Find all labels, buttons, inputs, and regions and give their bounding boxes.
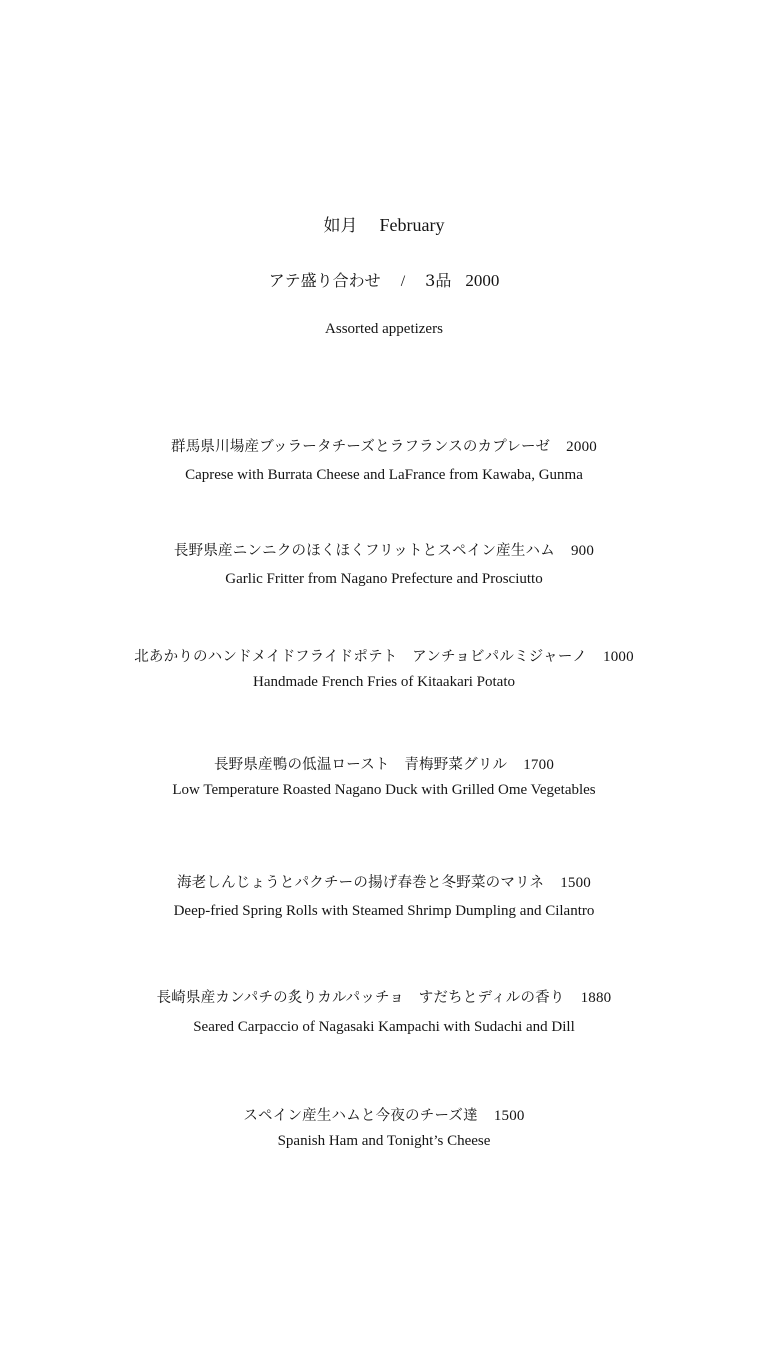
menu-item-name-en: Spanish Ham and Tonight’s Cheese bbox=[277, 1133, 491, 1149]
menu-item-name-en: Garlic Fritter from Nagano Prefecture and Prosciutto bbox=[225, 571, 543, 587]
item-price: 1000 bbox=[603, 649, 634, 665]
item-price: 1500 bbox=[493, 1108, 525, 1124]
menu-item-name-en: Handmade French Fries of Kitaakari Potato bbox=[252, 674, 515, 690]
item-price: 1880 bbox=[580, 990, 612, 1006]
item-price: 2000 bbox=[566, 439, 597, 455]
appetizer-set-separator: / bbox=[400, 273, 406, 290]
item-name-jp: 北あかりのハンドメイドフライドポテト アンチョビパルミジャーノ bbox=[134, 649, 587, 665]
item-name-jp: 長野県産ニンニクのほくほくフリットとスペイン産生ハム bbox=[173, 543, 555, 559]
menu-item-name-jp bbox=[0, 758, 768, 773]
menu-item-name-jp bbox=[0, 991, 768, 1006]
item-price: 1500 bbox=[560, 875, 592, 891]
menu-item-name-jp bbox=[0, 1109, 768, 1124]
appetizer-set-price: 2000 bbox=[465, 271, 500, 290]
item-name-jp: 群馬県川場産ブッラータチーズとラフランスのカプレーゼ bbox=[171, 439, 551, 455]
month-jp: 如月 bbox=[323, 216, 358, 236]
item-name-jp: 長野県産鴨の低温ロースト 青梅野菜グリル bbox=[213, 757, 508, 773]
menu-item-name-jp bbox=[0, 440, 768, 455]
item-price: 1700 bbox=[523, 757, 555, 773]
menu-item-name-en: Deep-fried Spring Rolls with Steamed Shrimp Dumpling and Cilantro bbox=[173, 903, 595, 919]
appetizer-set-name-en: Assorted appetizers bbox=[325, 321, 443, 337]
menu-item-name-en: Seared Carpaccio of Nagasaki Kampachi with Sudachi and Dill bbox=[193, 1019, 575, 1035]
appetizer-set-name-jp: アテ盛り合わせ bbox=[268, 271, 381, 290]
menu-item-name-en: Low Temperature Roasted Nagano Duck with Grilled Ome Vegetables bbox=[172, 782, 596, 798]
menu-item-name-jp bbox=[0, 650, 768, 665]
item-name-jp: 長崎県産カンパチの炙りカルパッチョ すだちとディルの香り bbox=[156, 990, 565, 1006]
menu-item-name-jp bbox=[0, 544, 768, 559]
appetizer-set-line bbox=[0, 272, 768, 290]
month-en: February bbox=[379, 215, 445, 235]
menu-item-name-en: Caprese with Burrata Cheese and LaFrance from Kawaba, Gunma bbox=[185, 467, 583, 483]
menu-title bbox=[0, 216, 768, 235]
item-name-jp: スペイン産生ハムと今夜のチーズ達 bbox=[243, 1108, 478, 1124]
item-price: 900 bbox=[570, 543, 595, 559]
appetizer-set-count: 3品 bbox=[425, 271, 452, 290]
menu-item-name-jp bbox=[0, 876, 768, 891]
item-name-jp: 海老しんじょうとパクチーの揚げ春巻と冬野菜のマリネ bbox=[176, 875, 545, 891]
